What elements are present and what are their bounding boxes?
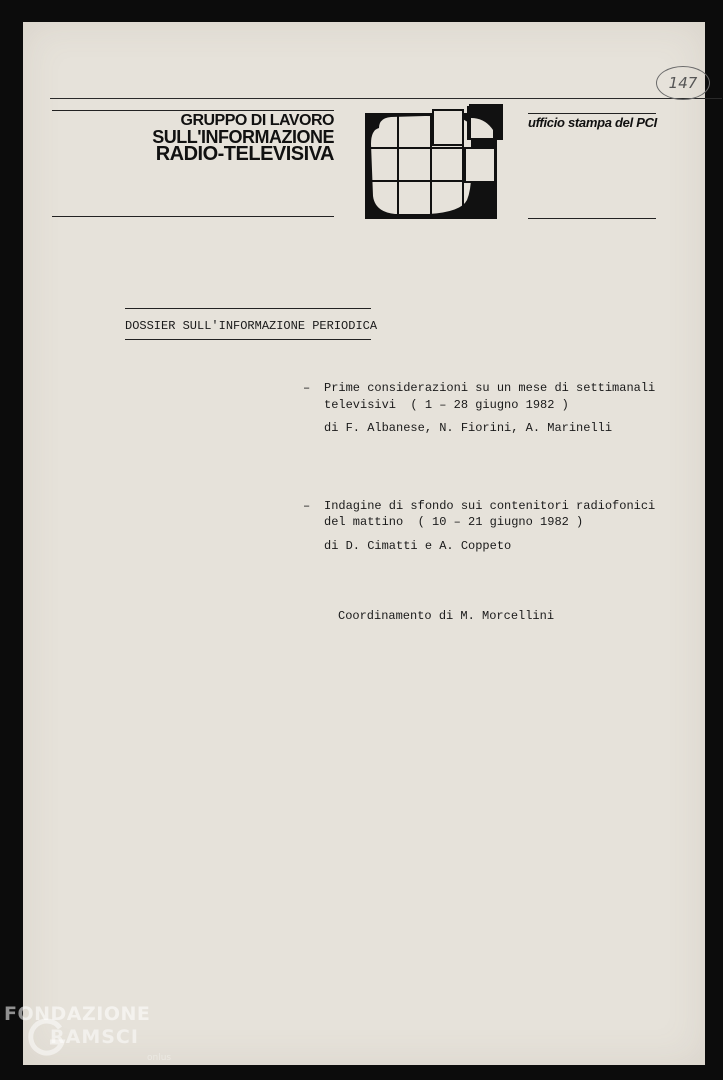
group-title-line1: GRUPPO DI LAVORO: [180, 112, 334, 129]
item-1-authors: di F. Albanese, N. Fiorini, A. Marinelli: [324, 421, 613, 435]
header-rule-bottom-right: [528, 218, 656, 219]
group-title-line2: SULL'INFORMAZIONE: [152, 127, 334, 147]
item-2-bullet: –: [303, 499, 311, 513]
watermark-line3: onlus: [147, 1053, 172, 1063]
tv-screen-logo: [365, 104, 503, 222]
fold-line: [50, 98, 722, 99]
group-title: [152, 112, 334, 163]
item-1-line1: Prime considerazioni su un mese di settimanali: [324, 381, 656, 395]
watermark-line2: RAMSCI: [50, 1026, 139, 1048]
header-rule-top-right: [528, 113, 656, 114]
dossier-title: DOSSIER SULL'INFORMAZIONE PERIODICA: [125, 319, 378, 333]
header-rule-bottom-left: [52, 216, 334, 217]
item-2-line2: del mattino ( 10 – 21 giugno 1982 ): [324, 515, 584, 529]
page-number: 147: [656, 66, 710, 100]
item-2-authors: di D. Cimatti e A. Coppeto: [324, 539, 512, 553]
group-title-line3: RADIO-TELEVISIVA: [155, 143, 334, 165]
coordination-note: Coordinamento di M. Morcellini: [338, 609, 555, 623]
header-rule-top-left: [52, 110, 334, 111]
press-office-label: ufficio stampa del PCI: [528, 115, 657, 130]
dossier-rule-bottom: [125, 339, 371, 340]
item-1-bullet: –: [303, 381, 311, 395]
watermark-line1: FONDAZIONE: [4, 1003, 151, 1025]
dossier-rule-top: [125, 308, 371, 309]
item-2-line1: Indagine di sfondo sui contenitori radiofonici: [324, 499, 656, 513]
item-1-line2: televisivi ( 1 – 28 giugno 1982 ): [324, 398, 569, 412]
